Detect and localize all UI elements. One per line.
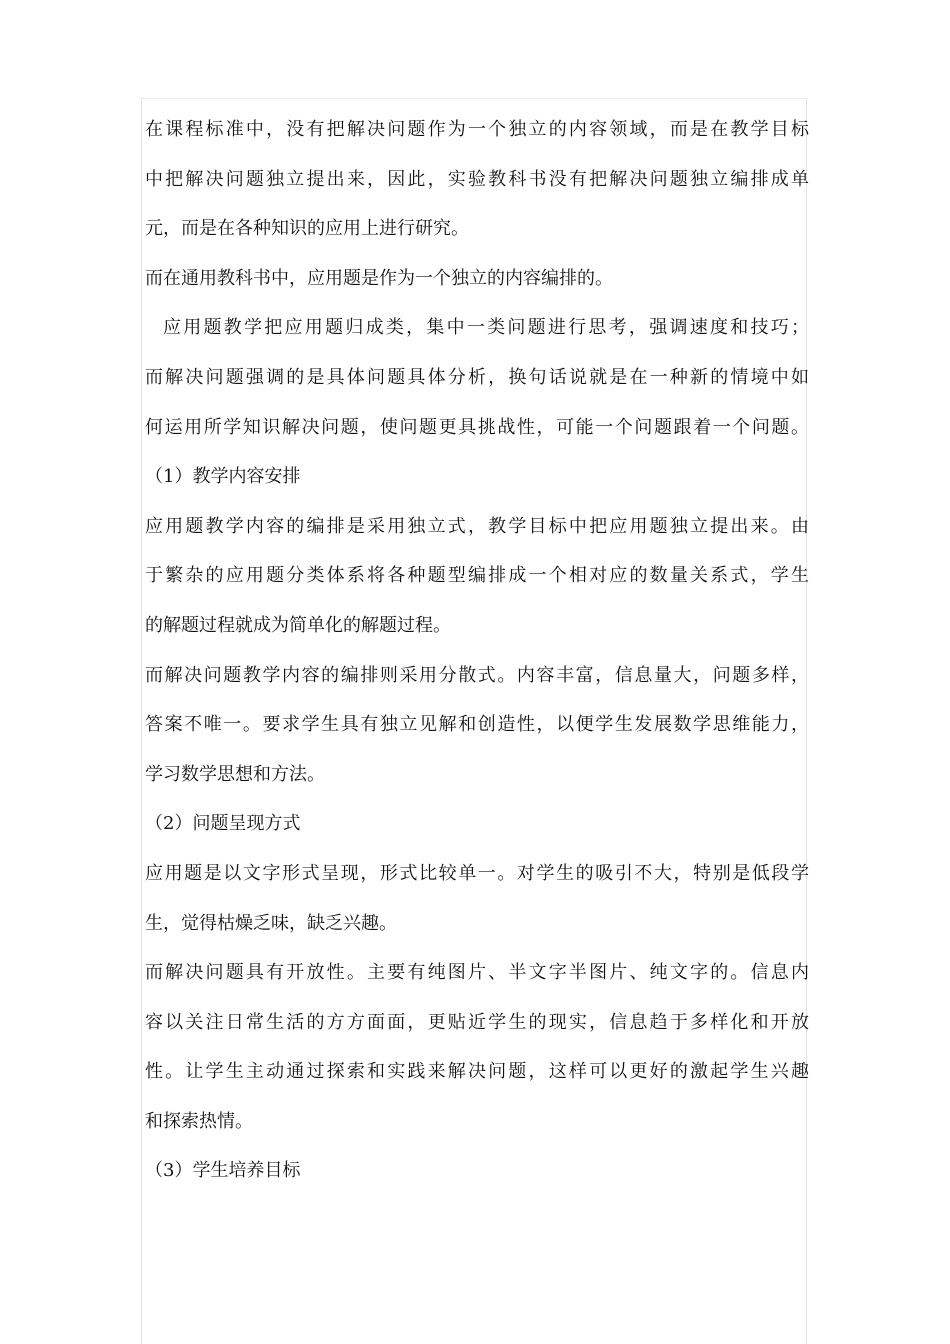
paragraph-line: 于繁杂的应用题分类体系将各种题型编排成一个相对应的数量关系式，学生	[145, 565, 809, 587]
section-heading-3: （3）学生培养目标	[145, 1160, 301, 1182]
paragraph-line: 而在通用教科书中，应用题是作为一个独立的内容编排的。	[145, 267, 613, 289]
paragraph-line: 和探索热情。	[145, 1110, 253, 1132]
paragraph-line: 中把解决问题独立提出来，因此，实验教科书没有把解决问题独立编排成单	[145, 168, 809, 190]
paragraph-line: 容以关注日常生活的方方面面，更贴近学生的现实，信息趋于多样化和开放	[145, 1011, 809, 1033]
paragraph-line: 而解决问题具有开放性。主要有纯图片、半文字半图片、纯文字的。信息内	[145, 962, 809, 984]
paragraph-line: 应用题教学把应用题归成类，集中一类问题进行思考，强调速度和技巧；	[163, 317, 809, 339]
paragraph-line: 而解决问题强调的是具体问题具体分析，换句话说就是在一种新的情境中如	[145, 366, 809, 388]
paragraph-line: 生，觉得枯燥乏味，缺乏兴趣。	[145, 912, 397, 934]
document-body	[145, 105, 809, 1196]
section-heading-1: （1）教学内容安排	[145, 466, 301, 488]
section-heading-2: （2）问题呈现方式	[145, 813, 301, 835]
paragraph-line: 在课程标准中，没有把解决问题作为一个独立的内容领域，而是在教学目标	[145, 119, 809, 140]
paragraph-line: 的解题过程就成为简单化的解题过程。	[145, 614, 451, 636]
paragraph-line: 学习数学思想和方法。	[145, 763, 325, 785]
paragraph-line: 应用题是以文字形式呈现，形式比较单一。对学生的吸引不大，特别是低段学	[145, 862, 809, 884]
paragraph-line: 应用题教学内容的编排是采用独立式，教学目标中把应用题独立提出来。由	[145, 515, 809, 537]
paragraph-line: 性。让学生主动通过探索和实践来解决问题，这样可以更好的激起学生兴趣	[145, 1061, 809, 1083]
paragraph-line: 元，而是在各种知识的应用上进行研究。	[145, 218, 469, 240]
paragraph-line: 何运用所学知识解决问题，使问题更具挑战性，可能一个问题跟着一个问题。	[145, 416, 809, 438]
paragraph-line: 答案不唯一。要求学生具有独立见解和创造性，以便学生发展数学思维能力，	[145, 714, 809, 736]
paragraph-line: 而解决问题教学内容的编排则采用分散式。内容丰富，信息量大，问题多样，	[145, 664, 809, 686]
